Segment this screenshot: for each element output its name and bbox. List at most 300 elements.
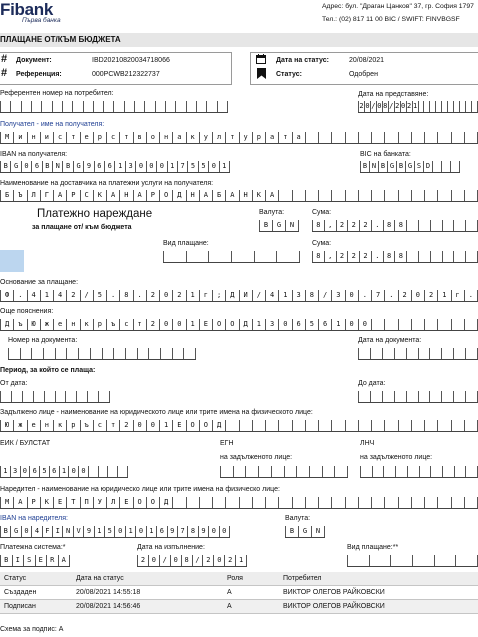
char-box: а (265, 132, 278, 143)
amount-label: Сума: (312, 209, 332, 216)
char-box (451, 190, 464, 201)
char-box (134, 101, 144, 112)
char-box (465, 466, 478, 477)
char-box (258, 466, 271, 477)
char-box: 8 (187, 526, 197, 537)
char-box: , (324, 251, 336, 262)
char-box: N (311, 526, 325, 537)
char-box (125, 348, 137, 359)
char-box: 0 (135, 526, 145, 537)
char-box (382, 391, 394, 402)
char-box: G (10, 161, 20, 172)
document-type-subtitle: за плащане от/ към бюджета (32, 224, 132, 231)
char-box (371, 497, 384, 508)
char-box: 2 (146, 290, 159, 301)
table-header: Дата на статус (72, 572, 223, 586)
char-box: е (27, 420, 40, 431)
table-cell: ВИКТОР ОЛЕГОВ РАЙКОВСКИ (279, 600, 478, 614)
char-box (384, 420, 397, 431)
status-date-value: 20/08/2021 (349, 57, 385, 64)
table-header-row (0, 572, 478, 586)
char-box: 1 (412, 102, 418, 110)
char-box: 0 (213, 555, 224, 566)
char-box: О (212, 319, 225, 330)
char-box (305, 190, 318, 201)
obliged-party-label: Задължено лице - наименование на юридическото лице или трите имена на физическото лице: (0, 409, 313, 416)
recipient-name-field (0, 132, 478, 144)
char-box: 6 (318, 319, 331, 330)
char-box (454, 466, 466, 477)
char-box: 5 (39, 466, 49, 477)
char-box: 6 (94, 161, 104, 172)
char-box (225, 420, 238, 431)
char-box (406, 348, 418, 359)
char-box: B (0, 526, 10, 537)
page-title: ПЛАЩАНЕ ОТ/КЪМ БЮДЖЕТА (0, 35, 121, 44)
char-box: ъ (106, 319, 119, 330)
char-box (464, 497, 478, 508)
char-box: 8 (383, 220, 395, 231)
char-box: 2 (224, 555, 235, 566)
char-box (331, 132, 344, 143)
char-box (358, 497, 371, 508)
doc-number-label: Номер на документа: (8, 337, 78, 344)
char-box: N (62, 526, 72, 537)
char-box (345, 190, 358, 201)
payment-type-field (163, 251, 300, 263)
char-box: . (464, 290, 478, 301)
payer-label: Наредител - наименование на юридическо лице или трите имена на физическо лице: (0, 486, 280, 493)
char-box (424, 497, 437, 508)
char-box (284, 466, 297, 477)
char-box: 0 (159, 319, 172, 330)
char-box (453, 251, 465, 262)
char-box: 6 (292, 319, 305, 330)
char-box: М (0, 497, 13, 508)
char-box (41, 101, 51, 112)
char-box (98, 466, 108, 477)
char-box: А (265, 190, 278, 201)
table-cell: 20/08/2021 14:55:18 (72, 586, 223, 600)
table-row (0, 586, 478, 600)
char-box: 2 (406, 102, 412, 110)
char-box: н (66, 319, 79, 330)
char-box: 0 (21, 161, 31, 172)
char-box: 4 (27, 290, 40, 301)
char-box: е (80, 132, 93, 143)
char-box (411, 319, 424, 330)
bank-address: Адрес: бул. "Драган Цанков" 37, гр. София 1797 (322, 3, 474, 10)
char-box: 1 (278, 290, 291, 301)
char-box: 1 (437, 290, 450, 301)
char-box: е (53, 319, 66, 330)
char-box: 0 (365, 102, 370, 110)
char-box (292, 497, 305, 508)
char-box: Е (172, 420, 185, 431)
char-box: 1 (331, 319, 344, 330)
char-box (465, 391, 478, 402)
char-box (278, 497, 291, 508)
char-box: B (396, 161, 405, 172)
table-cell: Създаден (0, 586, 72, 600)
char-box (186, 497, 199, 508)
char-box (384, 319, 397, 330)
period-label: Период, за който се плаща: (0, 367, 96, 374)
char-box (383, 466, 395, 477)
char-box: 0 (208, 526, 218, 537)
char-box: N (285, 220, 299, 231)
char-box: F (42, 526, 52, 537)
char-box (160, 348, 172, 359)
char-box: А (13, 497, 26, 508)
user-reference-field (0, 101, 228, 113)
char-box: 3 (10, 466, 20, 477)
char-box: о (146, 132, 159, 143)
provider-label: Наименование на доставчика на платежни услуги на получателя: (0, 180, 214, 187)
char-box (137, 348, 149, 359)
char-box: 0 (78, 466, 88, 477)
char-box (31, 101, 41, 112)
char-box: ; (212, 290, 225, 301)
char-box: 2 (119, 420, 132, 431)
char-box: Л (106, 497, 119, 508)
payment-system-field (0, 555, 70, 567)
bank-phone: Тел.: (02) 817 11 00 BIC / SWIFT: FINVBGSF (322, 16, 460, 23)
char-box: 0 (156, 161, 166, 172)
char-box: Ъ (13, 190, 26, 201)
char-box (398, 420, 411, 431)
char-box (412, 555, 434, 566)
char-box: 0 (21, 526, 31, 537)
char-box: Д (172, 190, 185, 201)
char-box (113, 101, 123, 112)
char-box: 0 (159, 290, 172, 301)
char-box (10, 101, 20, 112)
char-box: Д (212, 420, 225, 431)
submit-date-field (358, 101, 478, 113)
char-box: 2 (347, 220, 359, 231)
char-box (453, 220, 465, 231)
char-box: / (318, 290, 331, 301)
char-box: н (27, 132, 40, 143)
char-box (424, 132, 437, 143)
char-box: 8 (394, 251, 406, 262)
to-date-label: До дата: (358, 380, 386, 387)
status-label: Статус: (276, 71, 302, 78)
char-box (382, 348, 394, 359)
char-box (358, 132, 371, 143)
char-box: B (0, 555, 12, 566)
char-box (394, 391, 406, 402)
currency-label: Валута: (259, 209, 285, 216)
char-box: Е (53, 497, 66, 508)
char-box (429, 348, 441, 359)
char-box (309, 466, 322, 477)
char-box: г (451, 290, 464, 301)
char-box (76, 391, 87, 402)
char-box: R (46, 555, 58, 566)
char-box (31, 348, 43, 359)
char-box: 8 (181, 555, 192, 566)
currency2-field (285, 526, 325, 538)
char-box (103, 101, 113, 112)
char-box: 6 (29, 466, 39, 477)
char-box (233, 466, 246, 477)
char-box: I (52, 526, 62, 537)
char-box: и (13, 132, 26, 143)
char-box (55, 391, 66, 402)
char-box (0, 391, 11, 402)
hash-icon: # (1, 67, 8, 79)
char-box (345, 420, 358, 431)
char-box (437, 190, 450, 201)
char-box (305, 420, 318, 431)
char-box: 0 (146, 161, 156, 172)
char-box (88, 466, 98, 477)
status-date-label: Дата на статус: (276, 57, 329, 64)
char-box: Р (66, 190, 79, 201)
char-box (451, 420, 464, 431)
char-box (441, 391, 453, 402)
char-box (370, 391, 382, 402)
reference-label: Референция: (16, 71, 62, 78)
char-box: / (252, 290, 265, 301)
char-box (217, 101, 228, 112)
char-box: 2 (359, 102, 364, 110)
char-box: . (384, 290, 397, 301)
char-box (78, 348, 90, 359)
char-box: г (199, 290, 212, 301)
char-box: т (119, 132, 132, 143)
bookmark-icon (257, 68, 266, 79)
char-box: к (53, 420, 66, 431)
char-box: с (93, 420, 106, 431)
char-box: 8 (305, 290, 318, 301)
char-box (411, 420, 424, 431)
char-box (345, 132, 358, 143)
char-box: Д (0, 319, 13, 330)
char-box: 3 (265, 319, 278, 330)
char-box: 7 (177, 526, 187, 537)
char-box: с (53, 132, 66, 143)
char-box: 1 (94, 526, 104, 537)
eik-field (0, 466, 128, 478)
payment-system-label: Платежна система:* (0, 544, 66, 551)
char-box (398, 497, 411, 508)
char-box (265, 420, 278, 431)
char-box: B (0, 161, 10, 172)
char-box: . (358, 290, 371, 301)
char-box: S (414, 161, 423, 172)
char-box: 1 (219, 161, 230, 172)
char-box: 4 (265, 290, 278, 301)
char-box (358, 391, 370, 402)
char-box: 9 (198, 526, 208, 537)
char-box (407, 466, 419, 477)
char-box: р (93, 132, 106, 143)
char-box (411, 497, 424, 508)
char-box (384, 190, 397, 201)
amount-field (312, 220, 478, 232)
char-box (254, 251, 277, 262)
char-box (347, 555, 369, 566)
char-box: т (278, 132, 291, 143)
char-box (155, 101, 165, 112)
char-box: 0 (219, 526, 230, 537)
char-box (239, 420, 252, 431)
char-box (418, 220, 430, 231)
char-box (186, 101, 196, 112)
char-box: . (106, 290, 119, 301)
char-box: V (73, 526, 83, 537)
lnch-label: ЛНЧ (360, 440, 375, 447)
char-box (437, 420, 450, 431)
char-box (231, 251, 254, 262)
char-box: 1 (59, 466, 69, 477)
char-box (406, 251, 418, 262)
reference-value: 000PCWB212322737 (92, 71, 160, 78)
char-box: 9 (83, 161, 93, 172)
char-box (0, 101, 10, 112)
table-cell: А (223, 600, 279, 614)
from-date-field (0, 391, 110, 403)
char-box: О (225, 319, 238, 330)
recipient-section-label: Получател - име на получателя: (0, 121, 105, 128)
char-box: Р (27, 497, 40, 508)
char-box (455, 555, 478, 566)
char-box (331, 420, 344, 431)
char-box: 2 (146, 319, 159, 330)
char-box (424, 420, 437, 431)
provider-field (0, 190, 478, 202)
char-box: 1 (0, 466, 10, 477)
char-box: 8 (383, 251, 395, 262)
char-box (384, 132, 397, 143)
char-box: . (13, 290, 26, 301)
char-box: 0 (146, 420, 159, 431)
char-box: Н (186, 190, 199, 201)
char-box: Ю (0, 420, 13, 431)
char-box (465, 251, 478, 262)
char-box: 4 (31, 526, 41, 537)
char-box (318, 132, 331, 143)
char-box: ж (13, 420, 26, 431)
char-box: т (225, 132, 238, 143)
char-box: 1 (186, 319, 199, 330)
char-box (464, 319, 478, 330)
char-box (442, 466, 454, 477)
char-box: К (40, 497, 53, 508)
char-box: а (172, 132, 185, 143)
char-box (394, 348, 406, 359)
char-box: 8 (383, 102, 388, 110)
char-box: 1 (125, 526, 135, 537)
char-box: у (199, 132, 212, 143)
char-box: 8 (312, 220, 324, 231)
lnch-sub-label: на задълженото лице: (360, 454, 433, 461)
char-box: S (23, 555, 35, 566)
calendar-icon (256, 54, 266, 64)
char-box: О (199, 420, 212, 431)
char-box (252, 497, 265, 508)
char-box: B (259, 220, 272, 231)
char-box: 6 (156, 526, 166, 537)
char-box: A (58, 555, 71, 566)
char-box: А (225, 190, 238, 201)
char-box (305, 497, 318, 508)
char-box: ъ (13, 319, 26, 330)
char-box (90, 348, 102, 359)
char-box (471, 101, 478, 112)
char-box (434, 555, 456, 566)
char-box: И (239, 290, 252, 301)
char-box: О (146, 497, 159, 508)
char-box: 0 (358, 319, 371, 330)
bank-logo: Fibank (0, 0, 53, 19)
char-box (93, 101, 103, 112)
char-box: С (80, 190, 93, 201)
payer-iban-field (0, 526, 230, 538)
pay-type-label: Вид плащане:** (347, 544, 399, 551)
char-box (172, 348, 184, 359)
char-box (384, 497, 397, 508)
char-box: О (159, 190, 172, 201)
char-box (55, 348, 67, 359)
char-box (206, 101, 216, 112)
char-box: 7 (177, 161, 187, 172)
char-box: N (369, 161, 378, 172)
char-box: , (324, 220, 336, 231)
table-header: Потребител (279, 572, 478, 586)
table-header: Статус (0, 572, 72, 586)
char-box (296, 466, 309, 477)
document-type-title: Платежно нареждане (37, 208, 153, 220)
char-box: к (80, 319, 93, 330)
char-box: G (10, 526, 20, 537)
char-box: р (66, 420, 79, 431)
char-box (8, 348, 20, 359)
char-box (87, 391, 98, 402)
char-box (33, 391, 44, 402)
char-box (398, 319, 411, 330)
char-box (370, 348, 382, 359)
char-box: . (371, 251, 383, 262)
char-box (66, 348, 78, 359)
submit-date-label: Дата на представяне: (358, 91, 429, 98)
char-box (398, 190, 411, 201)
char-box (11, 391, 22, 402)
char-box: Ф (0, 290, 13, 301)
char-box (437, 497, 450, 508)
char-box (411, 190, 424, 201)
char-box: т (66, 132, 79, 143)
char-box: 5 (104, 526, 114, 537)
currency-field (259, 220, 299, 232)
char-box (22, 391, 33, 402)
char-box: Е (199, 319, 212, 330)
char-box (464, 190, 478, 201)
char-box: 8 (312, 251, 324, 262)
payer-iban-label: IBAN на наредителя: (0, 515, 68, 522)
char-box: с (106, 132, 119, 143)
char-box (441, 348, 453, 359)
payment-type-label: Вид плащане: (163, 240, 209, 247)
char-box: 0 (377, 102, 382, 110)
char-box (432, 161, 441, 172)
char-box (331, 190, 344, 201)
char-box (451, 132, 464, 143)
char-box (453, 391, 465, 402)
